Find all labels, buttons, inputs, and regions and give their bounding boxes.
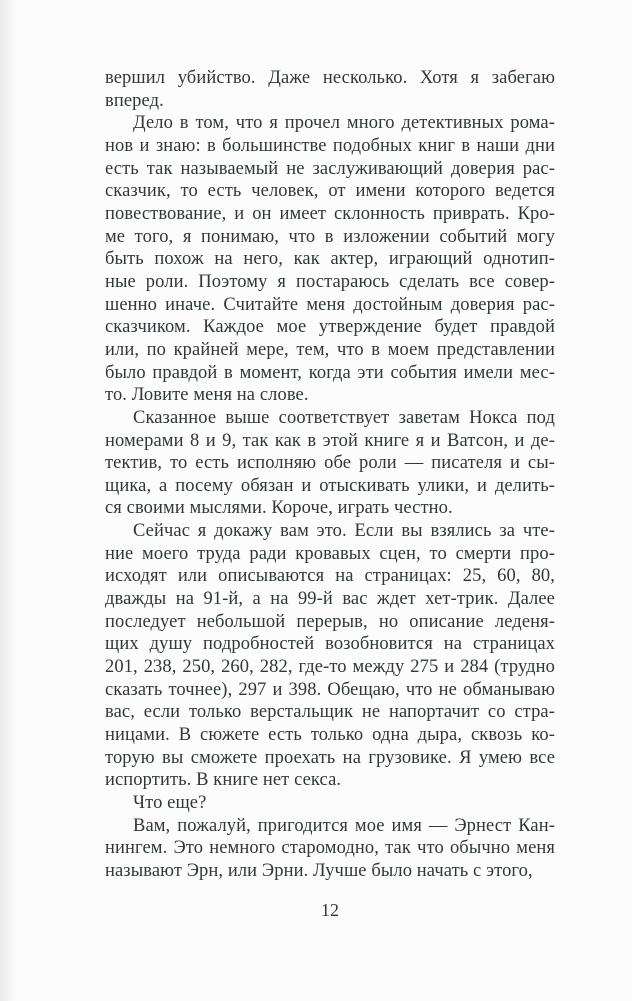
text-line: торую вы сможете проехать на грузовике. Я умею все bbox=[105, 747, 555, 768]
text-line: ные роли. Поэтому я постараюсь сделать все совер- bbox=[105, 271, 555, 292]
text-line: называют Эрн, или Эрни. Лучше было начать с этого, bbox=[105, 860, 533, 881]
text-line: Сказанное выше соответствует заветам Нокса под bbox=[133, 407, 555, 428]
text-line: повествование, и он имеет склонность приврать. Кро- bbox=[105, 203, 555, 224]
text-line: Сейчас я докажу вам это. Если вы взялись за чте- bbox=[133, 521, 555, 542]
text-line: дважды на 91-й, а на 99-й вас ждет хет-трик. Далее bbox=[105, 589, 555, 610]
text-line: или, по крайней мере, тем, что в моем представлении bbox=[105, 339, 555, 360]
text-line: быть похож на него, как актер, играющий однотип- bbox=[105, 249, 555, 270]
text-line: вперед. bbox=[105, 90, 164, 111]
text-line: было правдой в момент, когда эти события имели мес- bbox=[105, 362, 555, 383]
text-line: сказчик, то есть человек, от имени которого ведется bbox=[105, 181, 555, 202]
text-line: Вам, пожалуй, пригодится мое имя — Эрнест Кан- bbox=[133, 815, 555, 836]
text-block bbox=[105, 67, 555, 883]
text-line: ницами. В сюжете есть только одна дыра, сквозь ко- bbox=[105, 725, 555, 746]
text-line: тектив, то есть исполняю обе роли — писателя и сы- bbox=[105, 453, 555, 474]
text-line: ся своими мыслями. Короче, играть честно. bbox=[105, 498, 453, 519]
text-line: нов и знаю: в большинстве подобных книг в наши дни bbox=[105, 135, 555, 156]
text-line: последует небольшой перерыв, но описание леденя- bbox=[105, 611, 555, 632]
text-line: исходят или описываются на страницах: 25, 60, 80, bbox=[105, 566, 555, 587]
text-line: есть так называемый не заслуживающий доверия рас- bbox=[105, 158, 555, 179]
text-line: шенно иначе. Считайте меня достойным доверия рас- bbox=[105, 294, 555, 315]
text-line: ме того, я понимаю, что в изложении событий могу bbox=[105, 226, 555, 247]
text-line: нингем. Это немного старомодно, так что обычно меня bbox=[105, 838, 555, 859]
text-line: Дело в том, что я прочел много детективных рома- bbox=[133, 113, 555, 134]
text-line: сказать точнее), 297 и 398. Обещаю, что не обманываю bbox=[105, 679, 555, 700]
text-line: Что еще? bbox=[133, 793, 207, 813]
paragraph bbox=[105, 407, 555, 520]
paragraph bbox=[105, 815, 555, 883]
text-line: 201, 238, 250, 260, 282, где-то между 275 и 284 (трудно bbox=[105, 657, 555, 678]
paragraph bbox=[105, 520, 555, 792]
text-line: сказчиком. Каждое мое утверждение будет правдой bbox=[105, 317, 555, 338]
text-line: щих душу подробностей возобновится на страницах bbox=[105, 634, 555, 655]
text-line: ние моего труда ради кровавых сцен, то смерти про- bbox=[105, 543, 555, 564]
text-line: номерами 8 и 9, так как в этой книге я и Ватсон, и де- bbox=[105, 430, 555, 451]
text-line: вас, если только верстальщик не напортачит со стра- bbox=[105, 702, 555, 723]
paragraph bbox=[105, 792, 555, 815]
text-line: то. Ловите меня на слове. bbox=[105, 385, 309, 406]
text-line: щика, а посему обязан и отыскивать улики, и делить- bbox=[105, 475, 555, 496]
page-number: 12 bbox=[321, 900, 339, 920]
page-edge-shadow bbox=[0, 0, 16, 1001]
paragraph bbox=[105, 112, 555, 407]
paragraph bbox=[105, 67, 555, 112]
text-line: испортить. В книге нет секса. bbox=[105, 770, 342, 791]
text-line: вершил убийство. Даже несколько. Хотя я забегаю bbox=[105, 68, 555, 88]
